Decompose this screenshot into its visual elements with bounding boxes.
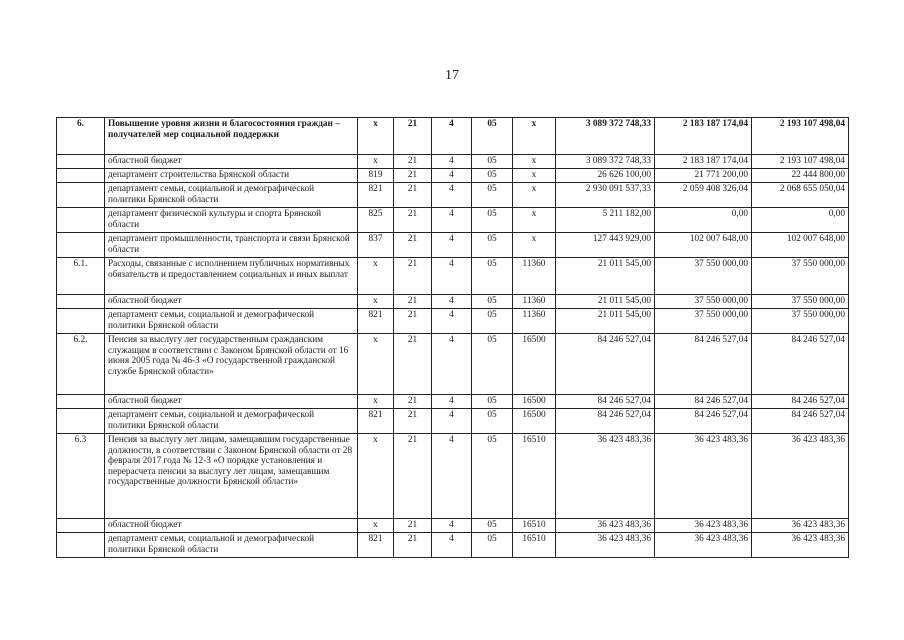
row-number bbox=[57, 409, 105, 434]
amount-year-3: 36 423 483,36 bbox=[752, 519, 849, 533]
code-2: 4 bbox=[432, 533, 472, 558]
code-3: 05 bbox=[472, 309, 513, 334]
code-4: 16500 bbox=[513, 334, 556, 395]
amount-year-2: 2 183 187 174,04 bbox=[655, 155, 752, 169]
table-row bbox=[57, 233, 849, 258]
amount-year-1: 84 246 527,04 bbox=[556, 334, 655, 395]
amount-year-2: 2 183 187 174,04 bbox=[655, 118, 752, 155]
row-name: департамент семьи, социальной и демографической политики Брянской области bbox=[105, 183, 358, 208]
grbs-code: х bbox=[358, 118, 394, 155]
table-row bbox=[57, 295, 849, 309]
code-3: 05 bbox=[472, 434, 513, 519]
table-row bbox=[57, 434, 849, 519]
amount-year-1: 2 930 091 537,33 bbox=[556, 183, 655, 208]
amount-year-2: 84 246 527,04 bbox=[655, 409, 752, 434]
code-2: 4 bbox=[432, 233, 472, 258]
amount-year-3: 2 068 655 050,04 bbox=[752, 183, 849, 208]
grbs-code: х bbox=[358, 434, 394, 519]
amount-year-3: 36 423 483,36 bbox=[752, 533, 849, 558]
table-row bbox=[57, 409, 849, 434]
amount-year-2: 37 550 000,00 bbox=[655, 295, 752, 309]
code-3: 05 bbox=[472, 334, 513, 395]
amount-year-1: 36 423 483,36 bbox=[556, 519, 655, 533]
code-3: 05 bbox=[472, 395, 513, 409]
code-4: х bbox=[513, 155, 556, 169]
amount-year-1: 84 246 527,04 bbox=[556, 409, 655, 434]
amount-year-1: 3 089 372 748,33 bbox=[556, 118, 655, 155]
row-number: 6.3 bbox=[57, 434, 105, 519]
code-3: 05 bbox=[472, 295, 513, 309]
amount-year-3: 84 246 527,04 bbox=[752, 395, 849, 409]
amount-year-3: 84 246 527,04 bbox=[752, 409, 849, 434]
code-3: 05 bbox=[472, 208, 513, 233]
grbs-code: х bbox=[358, 519, 394, 533]
amount-year-3: 84 246 527,04 bbox=[752, 334, 849, 395]
code-3: 05 bbox=[472, 155, 513, 169]
row-name: Расходы, связанные с исполнением публичных нормативных обязательств и предоставлением социальных и иных выплат bbox=[105, 258, 358, 295]
code-3: 05 bbox=[472, 409, 513, 434]
code-2: 4 bbox=[432, 309, 472, 334]
code-4: 16500 bbox=[513, 409, 556, 434]
row-number bbox=[57, 183, 105, 208]
amount-year-1: 26 626 100,00 bbox=[556, 169, 655, 183]
row-number bbox=[57, 208, 105, 233]
amount-year-3: 0,00 bbox=[752, 208, 849, 233]
code-4: х bbox=[513, 118, 556, 155]
row-name: департамент семьи, социальной и демографической политики Брянской области bbox=[105, 409, 358, 434]
code-1: 21 bbox=[394, 183, 432, 208]
amount-year-3: 37 550 000,00 bbox=[752, 258, 849, 295]
grbs-code: х bbox=[358, 258, 394, 295]
table-row bbox=[57, 208, 849, 233]
amount-year-3: 22 444 800,00 bbox=[752, 169, 849, 183]
amount-year-2: 102 007 648,00 bbox=[655, 233, 752, 258]
amount-year-2: 36 423 483,36 bbox=[655, 519, 752, 533]
row-name: департамент промышленности, транспорта и связи Брянской области bbox=[105, 233, 358, 258]
row-name: областной бюджет bbox=[105, 295, 358, 309]
grbs-code: х bbox=[358, 395, 394, 409]
amount-year-2: 37 550 000,00 bbox=[655, 309, 752, 334]
amount-year-1: 21 011 545,00 bbox=[556, 309, 655, 334]
code-4: 11360 bbox=[513, 258, 556, 295]
table-row bbox=[57, 258, 849, 295]
code-4: х bbox=[513, 169, 556, 183]
code-2: 4 bbox=[432, 155, 472, 169]
row-number bbox=[57, 155, 105, 169]
amount-year-1: 21 011 545,00 bbox=[556, 258, 655, 295]
code-1: 21 bbox=[394, 334, 432, 395]
code-2: 4 bbox=[432, 169, 472, 183]
amount-year-1: 3 089 372 748,33 bbox=[556, 155, 655, 169]
code-4: 11360 bbox=[513, 309, 556, 334]
row-number bbox=[57, 309, 105, 334]
row-number: 6.2. bbox=[57, 334, 105, 395]
table-row bbox=[57, 183, 849, 208]
code-1: 21 bbox=[394, 208, 432, 233]
code-2: 4 bbox=[432, 208, 472, 233]
amount-year-3: 37 550 000,00 bbox=[752, 295, 849, 309]
row-number: 6. bbox=[57, 118, 105, 155]
table-row bbox=[57, 533, 849, 558]
grbs-code: 819 bbox=[358, 169, 394, 183]
grbs-code: 821 bbox=[358, 533, 394, 558]
code-4: х bbox=[513, 208, 556, 233]
row-name: областной бюджет bbox=[105, 155, 358, 169]
row-number bbox=[57, 519, 105, 533]
grbs-code: 825 bbox=[358, 208, 394, 233]
row-name: Пенсия за выслугу лет государственным гражданским служащим в соответствии с Законом Брянской области от 16 июня 2005 года № 46-З «О государственной гражданской службе Брянской области» bbox=[105, 334, 358, 395]
code-1: 21 bbox=[394, 295, 432, 309]
code-2: 4 bbox=[432, 519, 472, 533]
table-row bbox=[57, 395, 849, 409]
code-1: 21 bbox=[394, 434, 432, 519]
amount-year-3: 37 550 000,00 bbox=[752, 309, 849, 334]
row-name: департамент семьи, социальной и демографической политики Брянской области bbox=[105, 309, 358, 334]
row-number bbox=[57, 395, 105, 409]
amount-year-1: 127 443 929,00 bbox=[556, 233, 655, 258]
row-name: департамент семьи, социальной и демографической политики Брянской области bbox=[105, 533, 358, 558]
code-1: 21 bbox=[394, 409, 432, 434]
table-row bbox=[57, 155, 849, 169]
row-name: департамент строительства Брянской области bbox=[105, 169, 358, 183]
code-2: 4 bbox=[432, 395, 472, 409]
code-3: 05 bbox=[472, 169, 513, 183]
code-1: 21 bbox=[394, 233, 432, 258]
row-name: областной бюджет bbox=[105, 519, 358, 533]
code-1: 21 bbox=[394, 155, 432, 169]
code-4: 16500 bbox=[513, 395, 556, 409]
code-3: 05 bbox=[472, 533, 513, 558]
grbs-code: 821 bbox=[358, 183, 394, 208]
table-row bbox=[57, 169, 849, 183]
code-4: 16510 bbox=[513, 519, 556, 533]
amount-year-3: 36 423 483,36 bbox=[752, 434, 849, 519]
row-number bbox=[57, 295, 105, 309]
amount-year-3: 2 193 107 498,04 bbox=[752, 118, 849, 155]
code-2: 4 bbox=[432, 295, 472, 309]
code-2: 4 bbox=[432, 434, 472, 519]
amount-year-2: 84 246 527,04 bbox=[655, 395, 752, 409]
grbs-code: х bbox=[358, 155, 394, 169]
code-1: 21 bbox=[394, 519, 432, 533]
amount-year-2: 84 246 527,04 bbox=[655, 334, 752, 395]
row-name: департамент физической культуры и спорта Брянской области bbox=[105, 208, 358, 233]
code-2: 4 bbox=[432, 409, 472, 434]
code-4: х bbox=[513, 183, 556, 208]
table-row bbox=[57, 309, 849, 334]
code-4: 11360 bbox=[513, 295, 556, 309]
amount-year-2: 2 059 408 326,04 bbox=[655, 183, 752, 208]
amount-year-1: 5 211 182,00 bbox=[556, 208, 655, 233]
code-2: 4 bbox=[432, 258, 472, 295]
amount-year-3: 102 007 648,00 bbox=[752, 233, 849, 258]
code-2: 4 bbox=[432, 183, 472, 208]
grbs-code: х bbox=[358, 334, 394, 395]
code-1: 21 bbox=[394, 395, 432, 409]
amount-year-1: 36 423 483,36 bbox=[556, 533, 655, 558]
table-row bbox=[57, 334, 849, 395]
code-1: 21 bbox=[394, 533, 432, 558]
grbs-code: 837 bbox=[358, 233, 394, 258]
row-name: областной бюджет bbox=[105, 395, 358, 409]
page-number: 17 bbox=[445, 68, 459, 83]
budget-table-body bbox=[57, 118, 849, 558]
code-3: 05 bbox=[472, 183, 513, 208]
grbs-code: 821 bbox=[358, 309, 394, 334]
row-number bbox=[57, 533, 105, 558]
row-number bbox=[57, 169, 105, 183]
code-1: 21 bbox=[394, 169, 432, 183]
code-2: 4 bbox=[432, 334, 472, 395]
row-name: Повышение уровня жизни и благосостояния граждан – получателей мер социальной поддержки bbox=[105, 118, 358, 155]
row-number: 6.1. bbox=[57, 258, 105, 295]
row-number bbox=[57, 233, 105, 258]
table-row bbox=[57, 519, 849, 533]
amount-year-2: 36 423 483,36 bbox=[655, 533, 752, 558]
code-3: 05 bbox=[472, 118, 513, 155]
code-2: 4 bbox=[432, 118, 472, 155]
code-1: 21 bbox=[394, 309, 432, 334]
code-4: х bbox=[513, 233, 556, 258]
amount-year-1: 21 011 545,00 bbox=[556, 295, 655, 309]
amount-year-2: 21 771 200,00 bbox=[655, 169, 752, 183]
budget-table bbox=[56, 117, 849, 558]
amount-year-1: 84 246 527,04 bbox=[556, 395, 655, 409]
amount-year-1: 36 423 483,36 bbox=[556, 434, 655, 519]
table-row bbox=[57, 118, 849, 155]
grbs-code: 821 bbox=[358, 409, 394, 434]
amount-year-3: 2 193 107 498,04 bbox=[752, 155, 849, 169]
amount-year-2: 36 423 483,36 bbox=[655, 434, 752, 519]
row-name: Пенсия за выслугу лет лицам, замещавшим государственные должности, в соответствии с Законом Брянской области от 28 февраля 2017 года № 12-З «О порядке установления и перерасчета пенсии за выслугу лет лицам, замещавшим государственные должности Брянской области» bbox=[105, 434, 358, 519]
amount-year-2: 0,00 bbox=[655, 208, 752, 233]
code-4: 16510 bbox=[513, 434, 556, 519]
code-1: 21 bbox=[394, 118, 432, 155]
amount-year-2: 37 550 000,00 bbox=[655, 258, 752, 295]
code-3: 05 bbox=[472, 519, 513, 533]
code-1: 21 bbox=[394, 258, 432, 295]
code-3: 05 bbox=[472, 233, 513, 258]
grbs-code: х bbox=[358, 295, 394, 309]
code-3: 05 bbox=[472, 258, 513, 295]
code-4: 16510 bbox=[513, 533, 556, 558]
